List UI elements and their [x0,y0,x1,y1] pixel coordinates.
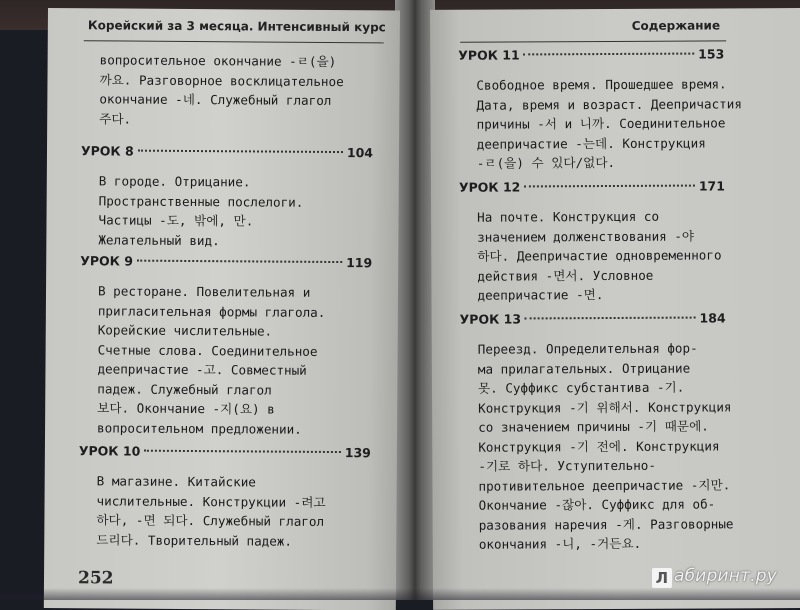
description-line: разования наречия -게. Разговорные [478,515,734,533]
description-line: вопросительное окончание -ㄹ(을) [99,52,337,70]
lesson-title: УРОК 8 [80,143,134,159]
lesson-title: УРОК 10 [78,443,141,459]
description-line: числительные. Конструкции -려고 [96,492,326,510]
dot-leader [137,260,342,263]
lesson-page-number: 104 [346,145,374,161]
description-line: Окончание -잖아. Суффикс для об- [478,496,716,513]
book-spine [395,0,435,600]
description-line: Частицы -도, 밖에, 만. [98,212,254,229]
description-line: Дата, время и возраст. Деепричастия [476,95,742,113]
lesson-heading [81,143,373,163]
toc-entry-lesson-13 [459,310,734,554]
lesson-heading [458,46,724,65]
lesson-page-number: 119 [346,255,373,271]
lesson-title: УРОК 11 [458,47,520,63]
header-rule [460,40,726,42]
lesson-description [99,50,344,130]
description-line: Конструкция -기 위해서. Конструкция [478,398,732,416]
description-line: со значением причины -기 때문에. [478,418,709,435]
description-line: вопросительном предложении. [97,419,302,437]
dot-leader [525,317,696,320]
lesson-heading [79,443,371,463]
lesson-description [476,74,742,173]
description-line: Корейские числительные. [97,322,273,339]
dot-leader [524,53,695,56]
dot-leader [144,450,341,453]
running-head-right: Содержание [631,18,721,33]
right-page [430,8,800,610]
description-line: ма прилагательных. Отрицание [477,360,691,377]
description-line: действия -면서. Условное [477,267,654,284]
lesson-title: УРОК 12 [458,179,521,195]
lesson-page-number: 184 [699,310,726,326]
description-line: 주다. [99,110,132,127]
lesson-description [477,206,726,305]
lesson-page-number: 139 [344,445,371,461]
lesson-page-number: 171 [698,178,725,194]
toc-entry-lesson-9 [79,253,372,439]
bottom-shadow [0,588,800,600]
description-line: 하다. Деепричастие одновременного [477,247,722,264]
description-line: Конструкция -기 전에. Конструкция [478,437,720,455]
lesson-description [96,471,371,551]
description-line: Желательный вид. [98,231,220,248]
description-line: -기로 하다. Уступительно- [478,457,656,474]
left-page [44,8,400,610]
lesson-heading [80,253,372,273]
toc-continuation [99,40,344,130]
description-line: Пространственные послелоги. [98,192,304,210]
lesson-description [97,281,372,439]
dot-leader [524,185,695,188]
toc-entry-lesson-12 [459,178,726,305]
description-line: деепричастие -면. [477,287,604,303]
dot-leader [138,150,343,153]
description-line: -ㄹ(을) 수 있다/없다. [476,154,616,171]
lesson-title: УРОК 13 [459,311,522,327]
watermark-logo-icon: Л [652,568,672,588]
running-head-left: Корейский за 3 месяца. Интенсивный курс [87,18,386,35]
description-line: 하다, -면 되다. Служебный глагол [96,512,325,529]
lesson-page-number: 153 [698,46,725,62]
description-line: Переезд. Определительная фор- [477,340,698,357]
description-line: В магазине. Китайские [96,473,256,490]
description-line: 보다. Окончание -지(요) в [97,400,275,417]
lesson-description [477,338,734,554]
description-line: Свободное время. Прошедшее время. [476,76,727,93]
description-line: деепричастие -는데. Конструкция [476,134,706,152]
site-watermark [652,566,777,588]
description-line: причины -서 и 니까. Соединительное [476,115,726,132]
lesson-heading [459,178,725,197]
description-line: окончания -니, -거든요. [478,535,642,552]
toc-entry-lesson-10 [78,443,371,551]
description-line: пригласительная формы глагола. [97,302,326,320]
description-line: 못. Суффикс субстантива -기. [477,379,685,396]
description-line: падеж. Служебный глагол [97,380,272,398]
watermark-text: абиринт.ру [674,566,778,586]
description-line: противительное деепричастие -지만. [478,476,731,494]
lesson-description [98,171,373,251]
page-number: 252 [77,568,114,589]
description-line: деепричастие -고. Совместный [97,361,307,378]
description-line: 드리다. Творительный падеж. [96,531,293,549]
description-line: На почте. Конструкция со [477,208,660,225]
description-line: окончание -네. Служебный глагол [99,91,332,108]
description-line: значением долженствования -야 [477,228,695,245]
description-line: В городе. Отрицание. [98,173,251,190]
toc-entry-lesson-8 [80,143,373,251]
description-line: Счетные слова. Соединительное [97,341,318,359]
lesson-title: УРОК 9 [80,253,133,269]
toc-entry-lesson-11 [458,46,742,173]
lesson-heading [460,310,726,329]
description-line: 까요. Разговорное восклицательное [99,71,344,89]
description-line: В ресторане. Повелительная и [97,283,311,300]
